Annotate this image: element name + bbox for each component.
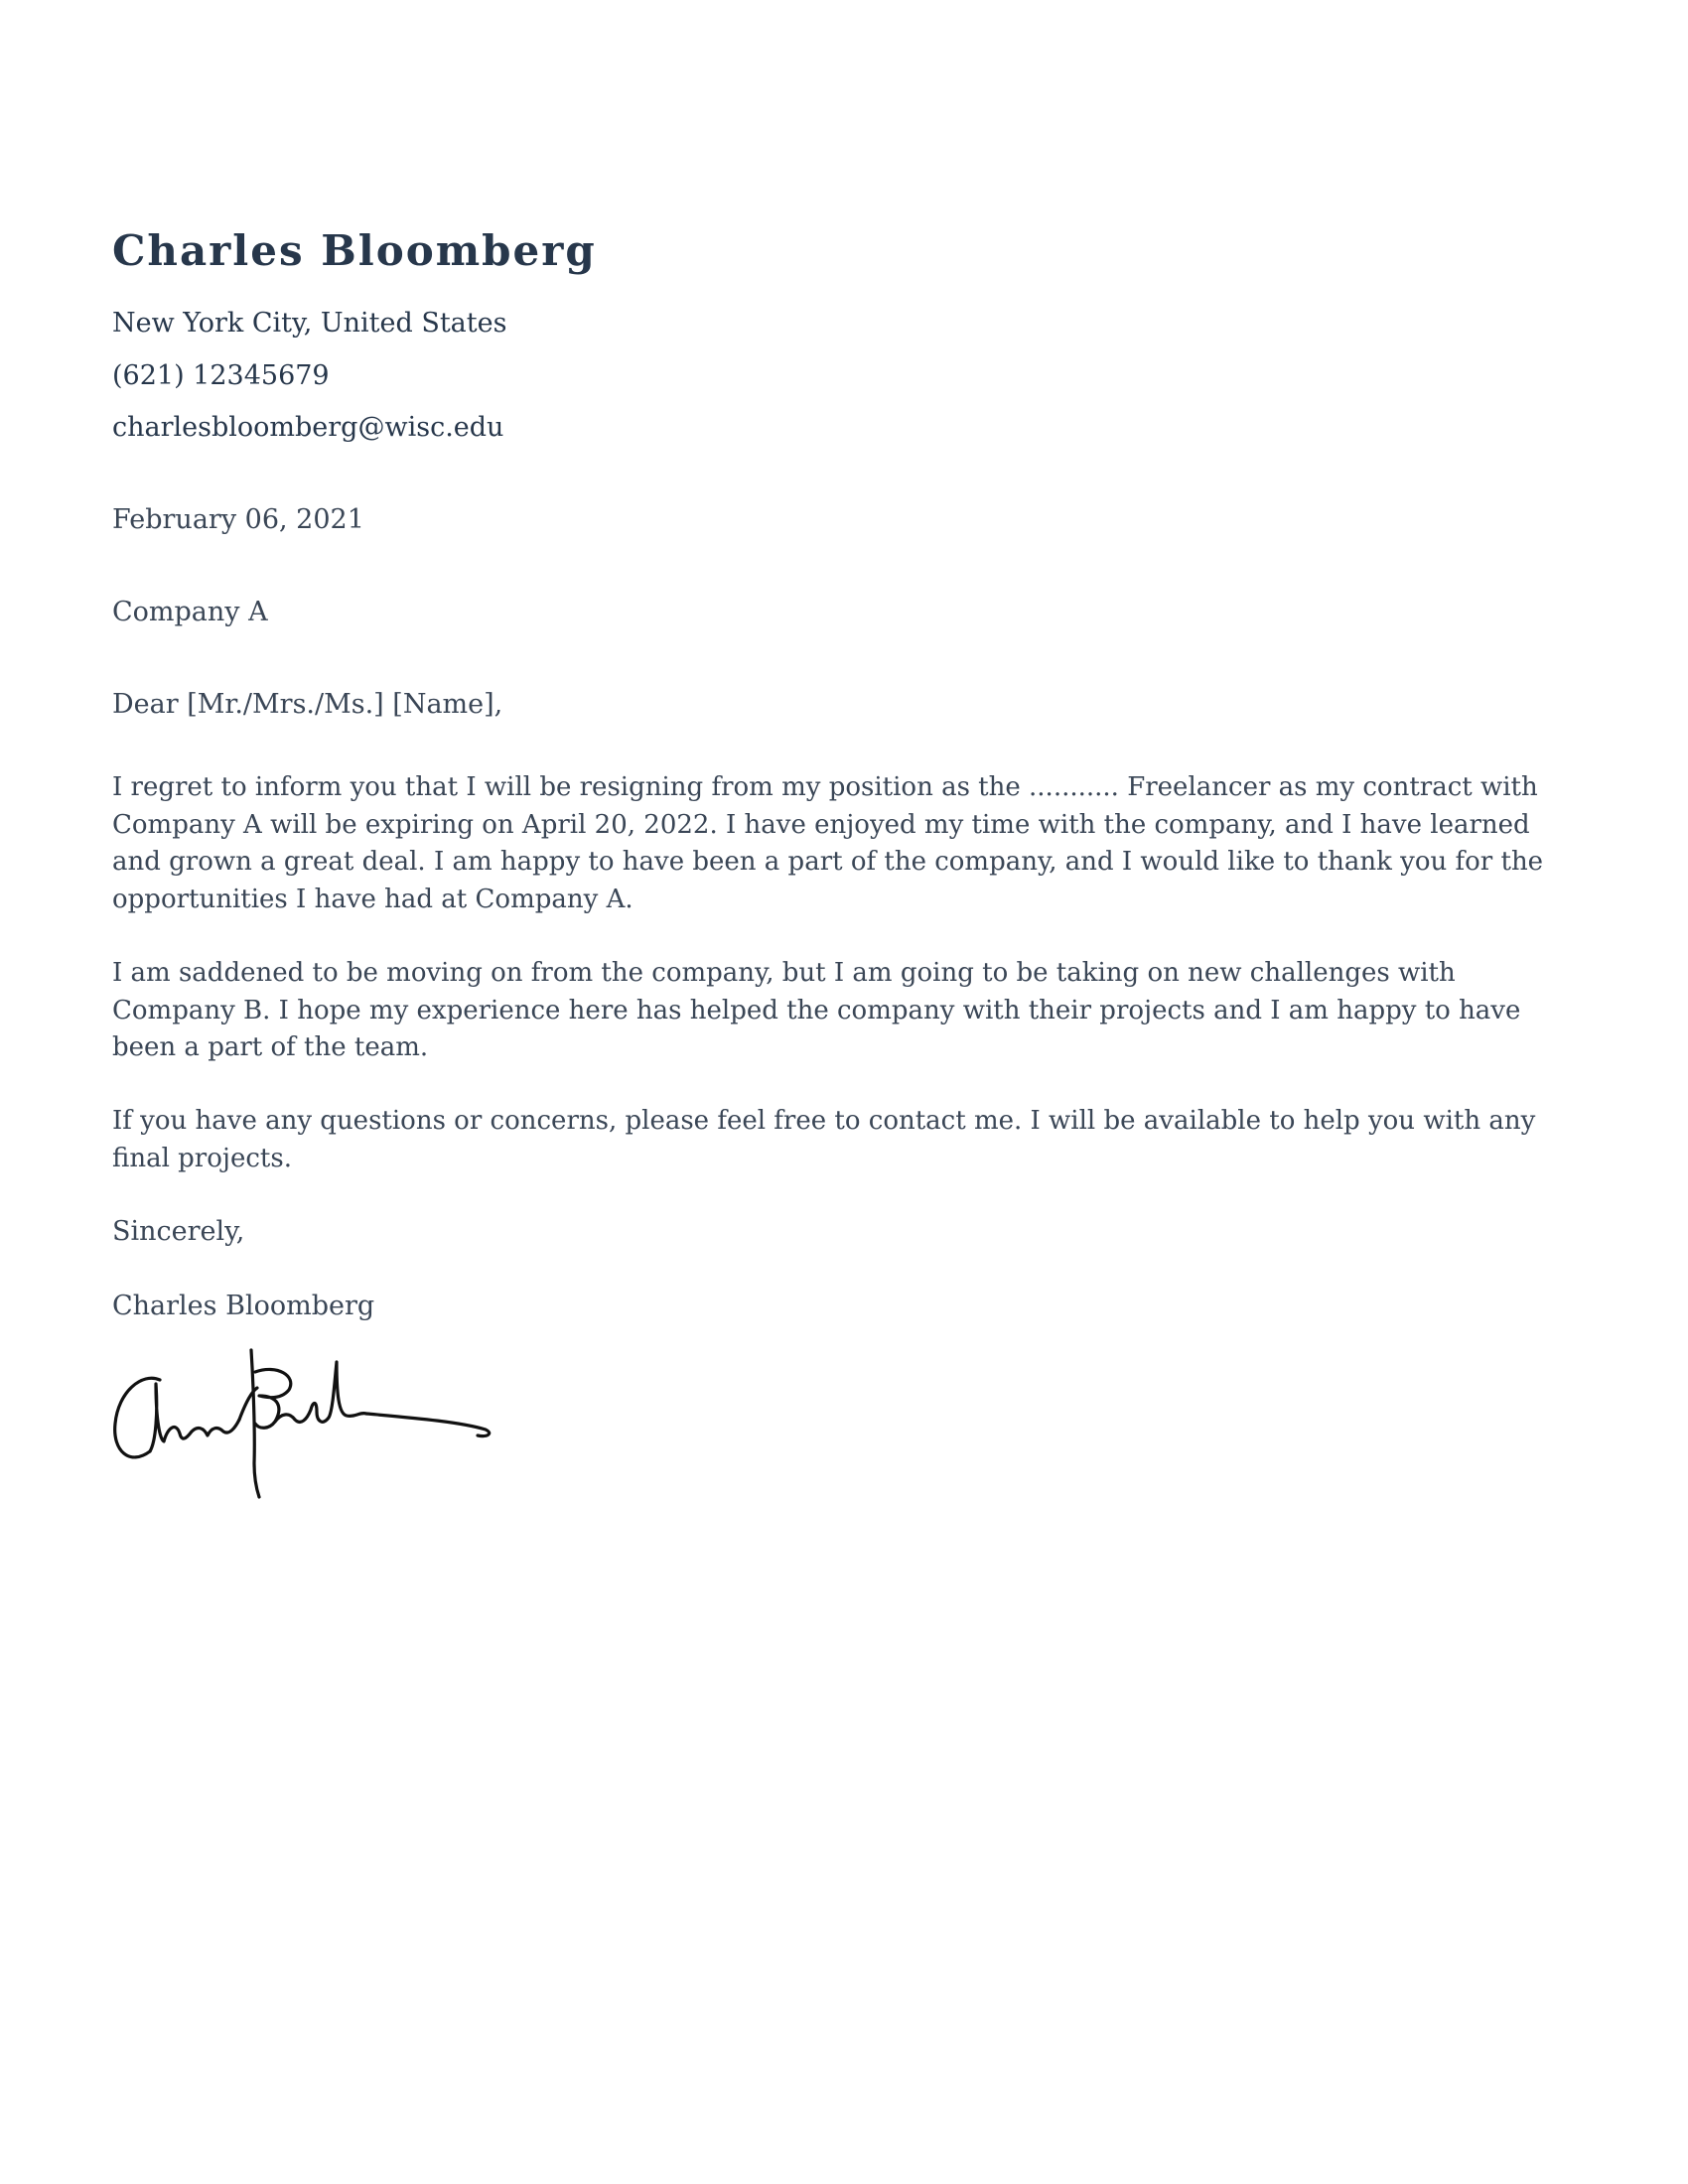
salutation: Dear [Mr./Mrs./Ms.] [Name],	[112, 689, 503, 720]
body-paragraph: I am saddened to be moving on from the company, but I am going to be taking on new challenges with Company B. I hope my experience here has helped the company with their projects and I am happy to have been a part of the team.	[112, 958, 1521, 1062]
sender-name: Charles Bloomberg	[112, 226, 597, 275]
sender-phone: (621) 12345679	[112, 360, 330, 391]
body-paragraph: I regret to inform you that I will be resigning from my position as the ........... Freelancer as my contract with Company A will be expiring on April 20, 2022. I have enjoyed my time with the company, and I have learned and grown a great deal. I am happy to have been a part of the company, and I would like to thank you for the opportunities I have had at Company A.	[112, 772, 1544, 914]
handwritten-signature	[112, 1342, 529, 1501]
recipient: Company A	[112, 597, 268, 627]
closing: Sincerely,	[112, 1216, 245, 1247]
body-paragraph: If you have any questions or concerns, please feel free to contact me. I will be available to help you with any final projects.	[112, 1106, 1536, 1173]
signer-name: Charles Bloomberg	[112, 1291, 375, 1321]
sender-address: New York City, United States	[112, 308, 507, 339]
letter-date: February 06, 2021	[112, 504, 364, 535]
sender-email: charlesbloomberg@wisc.edu	[112, 412, 504, 443]
